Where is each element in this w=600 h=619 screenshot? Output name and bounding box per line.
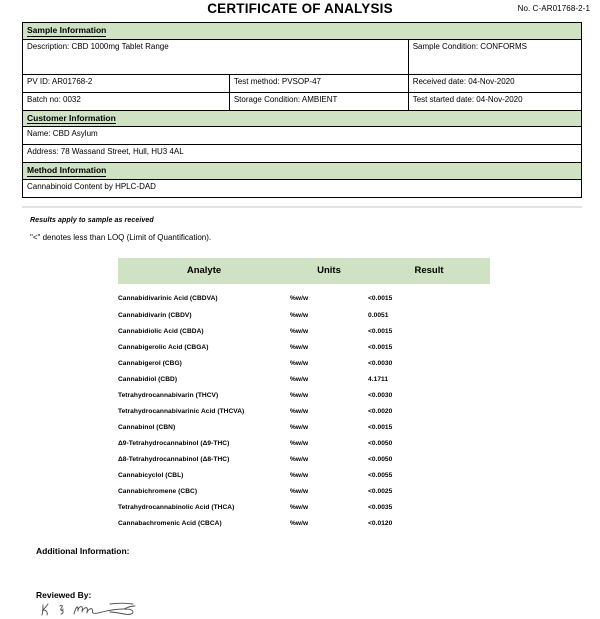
analyte-result: <0.0030: [368, 360, 393, 368]
table-row: [23, 39, 582, 74]
analyte-result: <0.0015: [368, 328, 393, 336]
table-row: [118, 452, 490, 468]
analyte-name: Cannabicyclol (CBL): [118, 472, 184, 480]
column-header-result: Result: [368, 258, 490, 284]
analyte-units: %w/w: [290, 488, 309, 496]
notes-block: [30, 217, 600, 242]
storage-condition-cell: Storage Condition: AMBIENT: [229, 92, 408, 110]
customer-information-heading-label: Customer Information: [27, 112, 116, 123]
analyte-units: %w/w: [290, 295, 309, 303]
analyte-result: 4.1711: [368, 376, 389, 384]
table-row: [23, 145, 582, 163]
table-row: [23, 110, 582, 127]
analyte-result: 0.0051: [368, 312, 389, 320]
analyte-name: Cannabidiolic Acid (CBDA): [118, 328, 204, 336]
table-row: [118, 420, 490, 436]
test-started-date-cell: Test started date: 04-Nov-2020: [408, 92, 581, 110]
table-row: [118, 324, 490, 340]
analyte-units: %w/w: [290, 408, 309, 416]
analyte-units: %w/w: [290, 328, 309, 336]
information-tables: [22, 22, 582, 198]
column-header-units: Units: [290, 258, 368, 284]
section-divider: [22, 206, 582, 208]
signature-mark: [40, 601, 170, 619]
method-information-heading: [23, 163, 582, 180]
analyte-name: Cannabichromene (CBC): [118, 488, 198, 496]
analyte-name: Tetrahydrocannabivarin (THCV): [118, 392, 219, 400]
table-row: [118, 372, 490, 388]
document-header: [0, 0, 600, 20]
analyte-result: <0.0055: [368, 472, 393, 480]
analyte-result: <0.0015: [368, 424, 393, 432]
table-row: [118, 484, 490, 500]
analyte-result: <0.0120: [368, 520, 393, 528]
table-row: [23, 179, 582, 197]
sample-description-cell: Description: CBD 1000mg Tablet Range: [23, 39, 409, 74]
analyte-units: %w/w: [290, 520, 309, 528]
method-description-cell: Cannabinoid Content by HPLC-DAD: [23, 179, 582, 197]
analyte-units: %w/w: [290, 344, 309, 352]
analyte-name: Cannabigerol (CBG): [118, 360, 182, 368]
table-row: [23, 163, 582, 180]
analyte-result: <0.0035: [368, 504, 393, 512]
method-information-heading-label: Method Information: [27, 165, 107, 176]
results-header-row: [118, 258, 490, 284]
analyte-result: <0.0050: [368, 456, 393, 464]
sample-information-table: [22, 22, 582, 198]
analyte-units: %w/w: [290, 440, 309, 448]
table-row: [118, 284, 490, 308]
analyte-name: Cannabidiol (CBD): [118, 376, 178, 384]
analyte-name: Tetrahydrocannabinolic Acid (THCA): [118, 504, 235, 512]
table-row: [23, 74, 582, 92]
batch-no-cell: Batch no: 0032: [23, 92, 230, 110]
analyte-name: Tetrahydrocannabivarinic Acid (THCVA): [118, 408, 245, 416]
analyte-name: Cannabachromenic Acid (CBCA): [118, 520, 222, 528]
table-row: [118, 404, 490, 420]
results-apply-note: Results apply to sample as received: [30, 216, 154, 224]
table-row: [118, 340, 490, 356]
received-date-cell: Received date: 04-Nov-2020: [408, 74, 581, 92]
analyte-name: Cannabinol (CBN): [118, 424, 176, 432]
analyte-name: Cannabidivarin (CBDV): [118, 312, 192, 320]
sample-information-heading-label: Sample Information: [27, 25, 107, 35]
analyte-units: %w/w: [290, 456, 309, 464]
analyte-result: <0.0015: [368, 295, 393, 303]
test-method-cell: Test method: PVSOP-47: [229, 74, 408, 92]
analyte-units: %w/w: [290, 376, 309, 384]
table-row: [23, 23, 582, 40]
analyte-name: Cannabidivarinic Acid (CBDVA): [118, 295, 218, 303]
analyte-units: %w/w: [290, 392, 309, 400]
table-row: [23, 92, 582, 110]
analyte-name: Cannabigerolic Acid (CBGA): [118, 344, 209, 352]
analyte-name: Δ9-Tetrahydrocannabinol (Δ9-THC): [118, 440, 230, 448]
analyte-result: <0.0030: [368, 392, 393, 400]
analyte-units: %w/w: [290, 504, 309, 512]
table-row: [118, 468, 490, 484]
table-row: [118, 308, 490, 324]
table-row: [118, 388, 490, 404]
table-row: [118, 356, 490, 372]
pv-id-cell: PV ID: AR01768-2: [23, 74, 230, 92]
analyte-units: %w/w: [290, 360, 309, 368]
customer-address-cell: Address: 78 Wassand Street, Hull, HU3 4AL: [23, 145, 582, 163]
results-table-body: [118, 284, 490, 532]
table-row: [23, 127, 582, 145]
table-row: [118, 516, 490, 532]
table-row: [118, 436, 490, 452]
analyte-result: <0.0015: [368, 344, 393, 352]
results-table-container: [0, 258, 600, 532]
analyte-units: %w/w: [290, 312, 309, 320]
analyte-units: %w/w: [290, 472, 309, 480]
table-row: [118, 500, 490, 516]
analyte-result: <0.0050: [368, 440, 393, 448]
sample-condition-cell: Sample Condition: CONFORMS: [408, 39, 581, 74]
document-number: No. C-AR01768-2-1: [517, 4, 590, 13]
loq-note: "<" denotes less than LOQ (Limit of Quantification).: [30, 232, 212, 242]
analyte-result: <0.0025: [368, 488, 393, 496]
reviewed-by-label: Reviewed By:: [36, 589, 92, 600]
analyte-result: <0.0020: [368, 408, 393, 416]
results-table: [118, 258, 490, 532]
analyte-units: %w/w: [290, 424, 309, 432]
page-title: CERTIFICATE OF ANALYSIS: [207, 1, 393, 16]
additional-information-label: Additional Information:: [36, 545, 130, 556]
customer-name-cell: Name: CBD Asylum: [23, 127, 582, 145]
customer-information-heading: [23, 110, 582, 127]
column-header-analyte: Analyte: [118, 258, 290, 284]
sample-information-heading: [23, 23, 582, 40]
analyte-name: Δ8-Tetrahydrocannabinol (Δ8-THC): [118, 456, 230, 464]
